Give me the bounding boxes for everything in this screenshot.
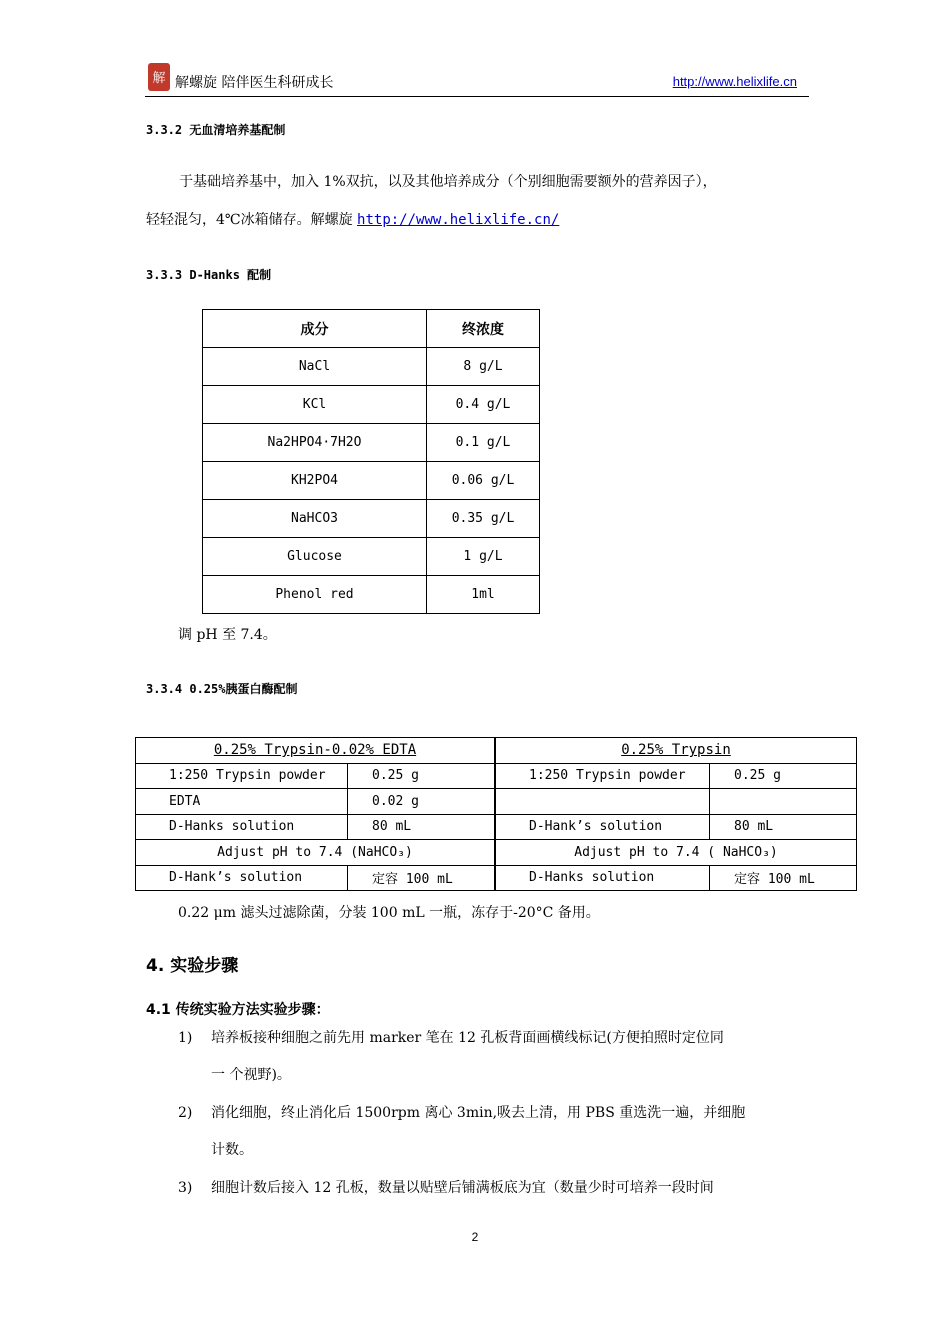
table-cell: 0.25 g	[348, 763, 495, 789]
table-cell: D-Hanks solution	[136, 814, 348, 840]
table-cell: EDTA	[136, 789, 348, 815]
table-cell: Na2HPO4·7H2O	[203, 424, 427, 462]
table-cell: D-Hank’s solution	[136, 865, 348, 891]
table-cell: 80 mL	[348, 814, 495, 840]
table-cell: NaHCO3	[203, 500, 427, 538]
table-cell: NaCl	[203, 348, 427, 386]
step-line: 计数。	[211, 1142, 253, 1158]
table-row	[203, 424, 540, 462]
table-cell: Adjust pH to 7.4 ( NaHCO₃)	[496, 840, 857, 866]
dhanks-table	[202, 309, 540, 614]
table-row	[203, 386, 540, 424]
table-cell: 0.4 g/L	[427, 386, 540, 424]
table-cell: D-Hanks solution	[496, 865, 710, 891]
table-row	[136, 865, 495, 891]
table-row	[203, 500, 540, 538]
page-header	[145, 62, 809, 97]
paragraph-serum-free	[146, 163, 810, 239]
column-header: 终浓度	[427, 310, 540, 348]
table-cell	[496, 789, 710, 815]
table-cell: KCl	[203, 386, 427, 424]
table-row	[496, 763, 857, 789]
table-cell: 1ml	[427, 576, 540, 614]
table-row	[203, 538, 540, 576]
table-cell: 0.1 g/L	[427, 424, 540, 462]
ph-note: 调 pH 至 7.4。	[178, 627, 277, 643]
table-title: 0.25% Trypsin	[496, 738, 857, 764]
table-cell: Adjust pH to 7.4 (NaHCO₃)	[136, 840, 495, 866]
table-cell: 定容 100 mL	[710, 865, 857, 891]
table-cell: 1:250 Trypsin powder	[496, 763, 710, 789]
step-number: 2)	[178, 1105, 193, 1121]
table-row	[496, 814, 857, 840]
trypsin-table	[495, 737, 857, 891]
svg-text:解: 解	[152, 71, 166, 86]
table-cell: KH2PO4	[203, 462, 427, 500]
table-row	[136, 789, 495, 815]
table-row	[136, 840, 495, 866]
section-4-heading: 4. 实验步骤	[146, 956, 239, 976]
table-cell: 8 g/L	[427, 348, 540, 386]
table-cell: 定容 100 mL	[348, 865, 495, 891]
column-header: 成分	[203, 310, 427, 348]
step-line: 一 个视野)。	[211, 1067, 291, 1083]
table-row	[496, 789, 857, 815]
table-row	[203, 348, 540, 386]
paragraph-line: 轻轻混匀，4℃冰箱储存。解螺旋 http://www.helixlife.cn/	[146, 212, 560, 228]
heading-3-3-4: 3.3.4 0.25%胰蛋白酶配制	[146, 682, 298, 696]
brand-name: 解螺旋 陪伴医生科研成长	[175, 75, 334, 91]
filter-note: 0.22 μm 滤头过滤除菌，分装 100 mL 一瓶，冻存于-20°C 备用。	[178, 905, 600, 921]
step-line: 培养板接种细胞之前先用 marker 笔在 12 孔板背面画横线标记(方便拍照时定位同	[211, 1030, 724, 1046]
heading-3-3-2: 3.3.2 无血清培养基配制	[146, 123, 286, 137]
table-cell: 1 g/L	[427, 538, 540, 576]
table-cell: 0.02 g	[348, 789, 495, 815]
table-cell: 80 mL	[710, 814, 857, 840]
table-cell	[710, 789, 857, 815]
step-line: 消化细胞，终止消化后 1500rpm 离心 3min,吸去上清，用 PBS 重选洗一遍，并细胞	[211, 1105, 746, 1121]
table-row	[203, 576, 540, 614]
table-cell: 0.35 g/L	[427, 500, 540, 538]
table-row	[136, 814, 495, 840]
site-link[interactable]: http://www.helixlife.cn	[672, 74, 797, 89]
table-row	[203, 462, 540, 500]
table-cell: D-Hank’s solution	[496, 814, 710, 840]
table-cell: Phenol red	[203, 576, 427, 614]
heading-3-3-3: 3.3.3 D-Hanks 配制	[146, 268, 272, 282]
table-cell: 0.25 g	[710, 763, 857, 789]
paragraph-line: 于基础培养基中，加入 1%双抗，以及其他培养成分（个别细胞需要额外的营养因子），	[179, 174, 717, 190]
section-4-1-heading: 4.1 传统实验方法实验步骤：	[146, 1002, 330, 1018]
step-line: 细胞计数后接入 12 孔板，数量以贴壁后铺满板底为宜（数量少时可培养一段时间	[211, 1180, 714, 1196]
table-cell: 0.06 g/L	[427, 462, 540, 500]
table-row	[496, 840, 857, 866]
table-title: 0.25% Trypsin-0.02% EDTA	[136, 738, 495, 764]
table-cell: 1:250 Trypsin powder	[136, 763, 348, 789]
step-number: 3)	[178, 1180, 193, 1196]
step-number: 1)	[178, 1030, 193, 1046]
page-number: 2	[471, 1230, 479, 1244]
table-row	[496, 865, 857, 891]
helix-logo-icon	[147, 62, 171, 92]
trypsin-edta-table	[135, 737, 495, 891]
table-row	[136, 763, 495, 789]
table-cell: Glucose	[203, 538, 427, 576]
helixlife-link[interactable]: http://www.helixlife.cn/	[357, 212, 560, 228]
